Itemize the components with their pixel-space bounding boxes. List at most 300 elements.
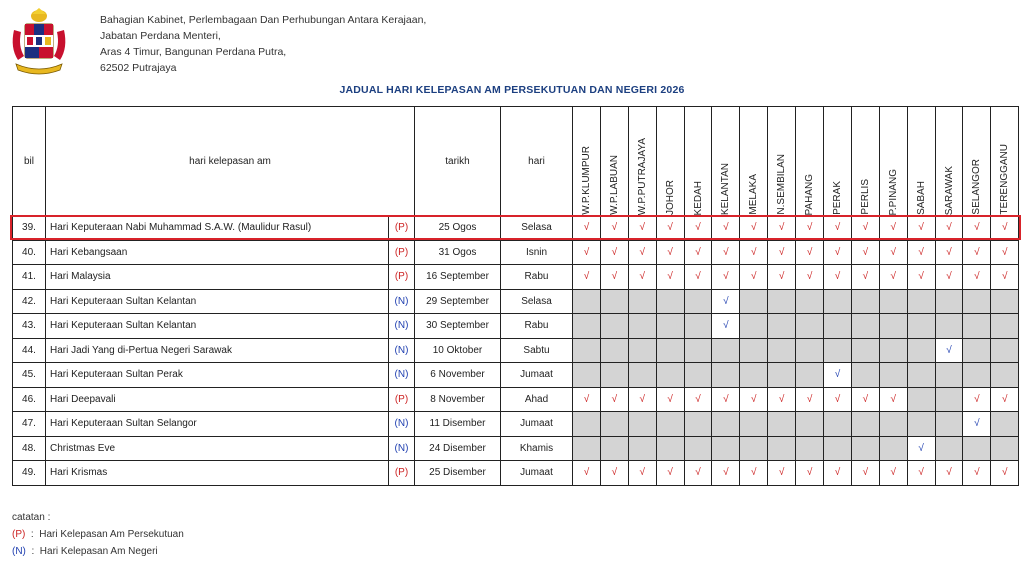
holiday-name: Hari Krismas	[46, 461, 389, 486]
state-name: TERENGGANU	[999, 144, 1011, 215]
column-header-state	[573, 107, 601, 216]
state-check-cell	[573, 387, 601, 412]
state-check-cell	[963, 412, 991, 437]
state-empty-cell	[712, 412, 740, 437]
state-empty-cell	[796, 289, 824, 314]
state-empty-cell	[796, 363, 824, 388]
state-check-cell	[907, 265, 935, 290]
check-mark: √	[695, 246, 701, 258]
check-mark: √	[806, 467, 813, 479]
state-check-cell	[991, 461, 1019, 486]
state-empty-cell	[712, 363, 740, 388]
state-name: SABAH	[915, 181, 927, 215]
holiday-table	[12, 106, 1019, 486]
state-name: KEDAH	[692, 180, 704, 215]
state-check-cell	[712, 314, 740, 339]
state-check-cell	[879, 461, 907, 486]
check-mark: √	[918, 467, 924, 479]
state-empty-cell	[879, 338, 907, 363]
check-mark: √	[611, 467, 618, 479]
state-check-cell	[935, 265, 963, 290]
state-check-cell	[851, 387, 879, 412]
address-line: 62502 Putrajaya	[100, 62, 177, 74]
holiday-name: Hari Keputeraan Nabi Muhammad S.A.W. (Maulidur Rasul)	[46, 216, 389, 241]
table-row	[13, 314, 1019, 339]
state-empty-cell	[824, 314, 852, 339]
state-empty-cell	[991, 363, 1019, 388]
state-check-cell	[991, 216, 1019, 241]
table-row	[13, 436, 1019, 461]
state-check-cell	[684, 461, 712, 486]
holiday-type-code: (P)	[389, 265, 415, 290]
column-header-state	[740, 107, 768, 216]
holiday-date: 24 Disember	[415, 436, 501, 461]
column-header-state	[600, 107, 628, 216]
check-mark: √	[1002, 393, 1008, 405]
check-mark: √	[890, 271, 896, 283]
state-check-cell	[656, 240, 684, 265]
state-empty-cell	[935, 412, 963, 437]
state-empty-cell	[768, 314, 796, 339]
check-mark: √	[778, 393, 785, 405]
column-header-state	[824, 107, 852, 216]
column-header-state	[712, 107, 740, 216]
check-mark: √	[751, 222, 757, 234]
state-check-cell	[851, 216, 879, 241]
state-name: SARAWAK	[943, 165, 955, 215]
state-check-cell	[935, 338, 963, 363]
state-check-cell	[740, 216, 768, 241]
column-header-state	[656, 107, 684, 216]
state-name: W.P.PUTRAJAYA	[636, 137, 648, 215]
check-mark: √	[639, 393, 645, 405]
state-empty-cell	[712, 338, 740, 363]
state-check-cell	[656, 216, 684, 241]
state-check-cell	[991, 265, 1019, 290]
federal-code: (P)	[12, 529, 26, 540]
state-check-cell	[851, 265, 879, 290]
state-empty-cell	[656, 314, 684, 339]
table-row	[13, 265, 1019, 290]
check-mark: √	[639, 467, 645, 479]
column-header-state	[768, 107, 796, 216]
state-check-cell	[768, 387, 796, 412]
column-header-state	[879, 107, 907, 216]
holiday-type-code: (N)	[389, 338, 415, 363]
state-empty-cell	[656, 289, 684, 314]
state-label: Hari Kelepasan Am Negeri	[39, 546, 158, 557]
state-empty-cell	[600, 289, 628, 314]
holiday-name: Hari Deepavali	[46, 387, 389, 412]
state-check-cell	[824, 387, 852, 412]
state-empty-cell	[907, 289, 935, 314]
note-federal	[12, 526, 184, 543]
state-check-cell	[740, 265, 768, 290]
state-check-cell	[712, 289, 740, 314]
table-header-row	[13, 107, 1019, 216]
check-mark: √	[723, 467, 729, 479]
row-number: 43.	[13, 314, 46, 339]
column-header-state	[851, 107, 879, 216]
state-empty-cell	[628, 412, 656, 437]
state-check-cell	[935, 240, 963, 265]
state-check-cell	[796, 387, 824, 412]
state-empty-cell	[824, 412, 852, 437]
holiday-type-code: (N)	[389, 363, 415, 388]
check-mark: √	[667, 393, 673, 405]
state-empty-cell	[768, 412, 796, 437]
check-mark: √	[695, 271, 701, 283]
state-empty-cell	[684, 314, 712, 339]
check-mark: √	[751, 467, 757, 479]
state-check-cell	[628, 216, 656, 241]
state-empty-cell	[935, 314, 963, 339]
state-check-cell	[991, 240, 1019, 265]
column-header-state	[796, 107, 824, 216]
check-mark: √	[695, 393, 701, 405]
state-empty-cell	[963, 289, 991, 314]
state-empty-cell	[768, 338, 796, 363]
check-mark: √	[834, 222, 841, 234]
check-mark: √	[583, 393, 590, 405]
check-mark: √	[639, 246, 645, 258]
state-empty-cell	[907, 387, 935, 412]
check-mark: √	[778, 271, 785, 283]
state-empty-cell	[963, 338, 991, 363]
state-check-cell	[573, 240, 601, 265]
state-empty-cell	[628, 338, 656, 363]
check-mark: √	[974, 418, 980, 430]
table-row	[13, 216, 1019, 241]
check-mark: √	[751, 246, 757, 258]
state-empty-cell	[684, 363, 712, 388]
check-mark: √	[862, 467, 869, 479]
state-empty-cell	[628, 289, 656, 314]
check-mark: √	[918, 442, 924, 454]
state-check-cell	[907, 436, 935, 461]
state-empty-cell	[851, 436, 879, 461]
state-check-cell	[684, 240, 712, 265]
column-header-state	[935, 107, 963, 216]
check-mark: √	[946, 246, 952, 258]
check-mark: √	[918, 246, 924, 258]
check-mark: √	[862, 246, 869, 258]
check-mark: √	[974, 393, 980, 405]
check-mark: √	[946, 344, 952, 356]
address-line: Bahagian Kabinet, Perlembagaan Dan Perhubungan Antara Kerajaan,	[100, 14, 427, 26]
holiday-date: 11 Disember	[415, 412, 501, 437]
state-check-cell	[600, 216, 628, 241]
check-mark: √	[723, 320, 729, 332]
state-empty-cell	[824, 436, 852, 461]
state-check-cell	[573, 216, 601, 241]
state-empty-cell	[879, 363, 907, 388]
holiday-date: 10 Oktober	[415, 338, 501, 363]
state-check-cell	[712, 387, 740, 412]
state-empty-cell	[656, 363, 684, 388]
table-row	[13, 240, 1019, 265]
check-mark: √	[611, 393, 618, 405]
state-check-cell	[600, 240, 628, 265]
check-mark: √	[890, 222, 896, 234]
state-check-cell	[712, 240, 740, 265]
state-name: JOHOR	[664, 180, 676, 215]
state-check-cell	[796, 240, 824, 265]
check-mark: √	[806, 246, 813, 258]
holiday-day: Jumaat	[501, 461, 573, 486]
state-empty-cell	[684, 338, 712, 363]
state-empty-cell	[935, 363, 963, 388]
state-check-cell	[600, 387, 628, 412]
state-empty-cell	[935, 387, 963, 412]
state-name: N.SEMBILAN	[776, 154, 788, 215]
state-check-cell	[628, 461, 656, 486]
state-check-cell	[573, 461, 601, 486]
state-empty-cell	[573, 412, 601, 437]
state-empty-cell	[851, 338, 879, 363]
state-name: W.P.LABUAN	[608, 155, 620, 215]
check-mark: √	[974, 222, 980, 234]
check-mark: √	[1002, 271, 1008, 283]
check-mark: √	[834, 393, 841, 405]
state-empty-cell	[851, 363, 879, 388]
state-empty-cell	[963, 436, 991, 461]
state-empty-cell	[879, 289, 907, 314]
check-mark: √	[667, 246, 673, 258]
holiday-type-code: (P)	[389, 461, 415, 486]
holiday-name: Hari Jadi Yang di-Pertua Negeri Sarawak	[46, 338, 389, 363]
state-empty-cell	[573, 338, 601, 363]
column-header-state	[684, 107, 712, 216]
state-name: SELANGOR	[971, 159, 983, 215]
holiday-type-code: (P)	[389, 387, 415, 412]
state-check-cell	[628, 265, 656, 290]
state-check-cell	[879, 387, 907, 412]
state-check-cell	[824, 461, 852, 486]
state-empty-cell	[740, 436, 768, 461]
state-empty-cell	[824, 289, 852, 314]
holiday-date: 25 Ogos	[415, 216, 501, 241]
holiday-day: Jumaat	[501, 363, 573, 388]
state-check-cell	[712, 265, 740, 290]
state-check-cell	[600, 461, 628, 486]
check-mark: √	[1002, 467, 1008, 479]
state-empty-cell	[628, 314, 656, 339]
holiday-type-code: (N)	[389, 314, 415, 339]
check-mark: √	[918, 222, 924, 234]
state-check-cell	[796, 461, 824, 486]
holiday-type-code: (N)	[389, 412, 415, 437]
check-mark: √	[1002, 222, 1008, 234]
holiday-day: Selasa	[501, 216, 573, 241]
state-empty-cell	[684, 289, 712, 314]
check-mark: √	[974, 246, 980, 258]
check-mark: √	[778, 246, 785, 258]
state-empty-cell	[824, 338, 852, 363]
state-check-cell	[740, 240, 768, 265]
check-mark: √	[1002, 246, 1008, 258]
state-code: (N)	[12, 546, 26, 557]
state-check-cell	[768, 461, 796, 486]
check-mark: √	[695, 467, 701, 479]
column-header-state	[907, 107, 935, 216]
state-empty-cell	[851, 289, 879, 314]
check-mark: √	[834, 467, 841, 479]
state-check-cell	[824, 265, 852, 290]
state-empty-cell	[768, 363, 796, 388]
state-empty-cell	[907, 338, 935, 363]
holiday-day: Ahad	[501, 387, 573, 412]
state-check-cell	[656, 387, 684, 412]
state-empty-cell	[740, 338, 768, 363]
state-check-cell	[907, 461, 935, 486]
state-empty-cell	[907, 363, 935, 388]
state-check-cell	[907, 240, 935, 265]
state-empty-cell	[879, 314, 907, 339]
federal-label: Hari Kelepasan Am Persekutuan	[39, 529, 184, 540]
check-mark: √	[974, 271, 980, 283]
check-mark: √	[723, 222, 729, 234]
holiday-date: 16 September	[415, 265, 501, 290]
column-header-date: tarikh	[415, 107, 501, 216]
state-name: P.PINANG	[887, 168, 899, 215]
check-mark: √	[778, 222, 785, 234]
check-mark: √	[890, 393, 896, 405]
check-mark: √	[611, 271, 618, 283]
check-mark: √	[834, 246, 841, 258]
state-empty-cell	[796, 338, 824, 363]
holiday-day: Rabu	[501, 265, 573, 290]
check-mark: √	[723, 271, 729, 283]
state-empty-cell	[740, 289, 768, 314]
state-check-cell	[851, 461, 879, 486]
state-empty-cell	[600, 314, 628, 339]
check-mark: √	[723, 246, 729, 258]
state-empty-cell	[600, 436, 628, 461]
holiday-day: Isnin	[501, 240, 573, 265]
state-empty-cell	[991, 314, 1019, 339]
state-empty-cell	[573, 314, 601, 339]
check-mark: √	[862, 222, 869, 234]
table-row	[13, 387, 1019, 412]
state-empty-cell	[796, 314, 824, 339]
state-empty-cell	[907, 314, 935, 339]
state-check-cell	[628, 240, 656, 265]
check-mark: √	[723, 393, 729, 405]
state-empty-cell	[684, 412, 712, 437]
state-check-cell	[879, 240, 907, 265]
coat-of-arms-icon	[10, 8, 68, 76]
state-empty-cell	[712, 436, 740, 461]
check-mark: √	[946, 271, 952, 283]
state-check-cell	[796, 265, 824, 290]
holiday-name: Hari Malaysia	[46, 265, 389, 290]
state-empty-cell	[656, 338, 684, 363]
check-mark: √	[806, 271, 813, 283]
holiday-name: Hari Keputeraan Sultan Perak	[46, 363, 389, 388]
row-number: 48.	[13, 436, 46, 461]
table-row	[13, 289, 1019, 314]
holiday-name: Hari Keputeraan Sultan Kelantan	[46, 289, 389, 314]
state-empty-cell	[907, 412, 935, 437]
check-mark: √	[834, 271, 841, 283]
state-check-cell	[963, 240, 991, 265]
state-empty-cell	[628, 363, 656, 388]
state-check-cell	[573, 265, 601, 290]
row-number: 40.	[13, 240, 46, 265]
holiday-type-code: (N)	[389, 436, 415, 461]
address-block	[100, 12, 426, 76]
check-mark: √	[667, 222, 673, 234]
state-empty-cell	[963, 314, 991, 339]
state-check-cell	[656, 461, 684, 486]
notes-section	[12, 509, 184, 560]
note-separator: :	[30, 529, 34, 540]
state-empty-cell	[573, 436, 601, 461]
state-empty-cell	[935, 436, 963, 461]
check-mark: √	[723, 295, 729, 307]
state-check-cell	[851, 240, 879, 265]
check-mark: √	[639, 222, 645, 234]
check-mark: √	[611, 222, 618, 234]
row-number: 39.	[13, 216, 46, 241]
row-number: 44.	[13, 338, 46, 363]
state-empty-cell	[600, 338, 628, 363]
check-mark: √	[751, 393, 757, 405]
holiday-day: Sabtu	[501, 338, 573, 363]
state-check-cell	[712, 461, 740, 486]
state-empty-cell	[851, 314, 879, 339]
state-check-cell	[600, 265, 628, 290]
state-empty-cell	[684, 436, 712, 461]
state-name: PERLIS	[859, 179, 871, 215]
note-state	[12, 543, 184, 560]
row-number: 45.	[13, 363, 46, 388]
check-mark: √	[890, 246, 896, 258]
state-empty-cell	[991, 412, 1019, 437]
column-header-state	[963, 107, 991, 216]
holiday-name: Hari Keputeraan Sultan Kelantan	[46, 314, 389, 339]
check-mark: √	[778, 467, 785, 479]
state-check-cell	[963, 387, 991, 412]
check-mark: √	[834, 369, 841, 381]
state-empty-cell	[963, 363, 991, 388]
column-header-holiday: hari kelepasan am	[46, 107, 415, 216]
table-row	[13, 412, 1019, 437]
state-check-cell	[684, 265, 712, 290]
state-empty-cell	[851, 412, 879, 437]
state-check-cell	[656, 265, 684, 290]
column-header-state	[991, 107, 1019, 216]
state-check-cell	[963, 265, 991, 290]
document-title: JADUAL HARI KELEPASAN AM PERSEKUTUAN DAN NEGERI 2026	[339, 84, 685, 96]
state-name: PERAK	[831, 181, 843, 215]
check-mark: √	[946, 222, 952, 234]
state-check-cell	[768, 265, 796, 290]
state-empty-cell	[600, 363, 628, 388]
check-mark: √	[639, 271, 645, 283]
holiday-day: Selasa	[501, 289, 573, 314]
state-empty-cell	[740, 412, 768, 437]
check-mark: √	[583, 246, 590, 258]
check-mark: √	[890, 467, 896, 479]
table-row	[13, 338, 1019, 363]
state-check-cell	[963, 216, 991, 241]
state-empty-cell	[740, 363, 768, 388]
table-body	[13, 216, 1019, 486]
state-check-cell	[879, 265, 907, 290]
check-mark: √	[862, 271, 869, 283]
